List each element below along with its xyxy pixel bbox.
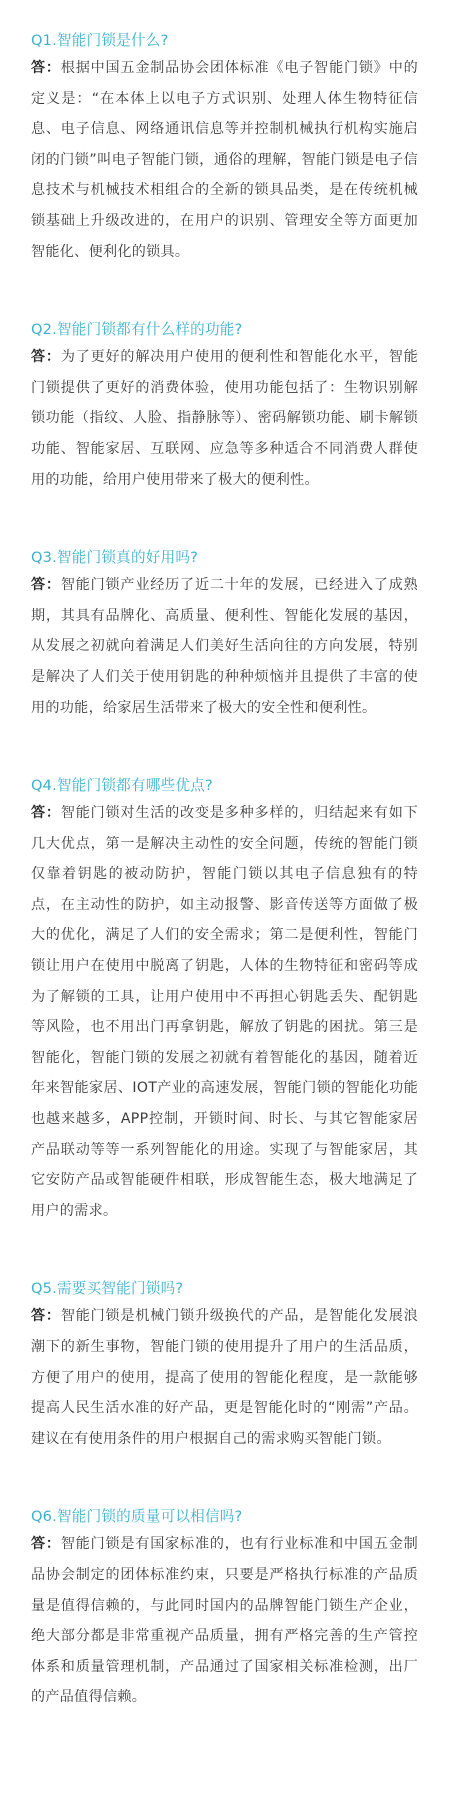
answer-paragraph [31,53,418,267]
answer-paragraph [31,798,418,1226]
answer-text: 智能门锁产业经历了近二十年的发展，已经进入了成熟期，其具有品牌化、高质量、便利性、智能化发展的基因，从发展之初就向着满足人们美好生活向往的方向发展，特别是解决了人们关于使用钥匙的种种烦恼并且提供了丰富的使用的功能，给家居生活带来了极大的安全性和便利性。 [31,577,418,716]
answer-label: 答： [31,349,61,366]
question-heading: Q1.智能门锁是什么? [31,32,169,49]
section-spacer [31,267,418,317]
faq-item-4 [31,773,418,1226]
answer-text: 根据中国五金制品协会团体标准《电子智能门锁》中的定义是：“在本体上以电子方式识别、处理人体生物特征信息、电子信息、网络通讯信息等并控制机械执行机构实施启闭的门锁”叫电子智能门锁，通俗的理解，智能门锁是电子信息技术与机械技术相组合的全新的锁具品类，是在传统机械锁基础上升级改进的，在用户的识别、管理安全等方面更加智能化、便利化的锁具。 [31,60,418,260]
answer-label: 答： [31,1308,61,1325]
question-heading: Q5.需要买智能门锁吗? [31,1280,184,1298]
answer-label: 答： [31,60,61,76]
section-spacer [31,495,418,545]
answer-paragraph [31,342,418,495]
answer-label: 答： [31,577,61,594]
answer-paragraph [31,1529,418,1713]
question-heading: Q6.智能门锁的质量可以相信吗? [31,1508,243,1526]
answer-text: 智能门锁是机械门锁升级换代的产品，是智能化发展浪潮下的新生事物，智能门锁的使用提升了用户的生活品质，方便了用户的使用，提高了使用的智能化程度，是一款能够提高人民生活水准的好产品，更是智能化时的“刚需”产品。建议在有使用条件的用户根据自己的需求购买智能门锁。 [31,1308,418,1447]
section-spacer [31,1454,418,1504]
question-heading: Q2.智能门锁都有什么样的功能? [31,321,243,339]
section-spacer [31,1226,418,1276]
answer-text: 为了更好的解决用户使用的便利性和智能化水平，智能门锁提供了更好的消费体验，使用功能包括了：生物识别解锁功能（指纹、人脸、指静脉等）、密码解锁功能、刷卡解锁功能、智能家居、互联网、应急等多种适合不同消费人群使用的功能，给用户使用带来了极大的便利性。 [31,349,418,488]
faq-item-2 [31,317,418,495]
faq-item-1 [31,28,418,267]
faq-item-6 [31,1504,418,1713]
answer-label: 答： [31,1536,61,1553]
answer-text: 智能门锁对生活的改变是多种多样的，归结起来有如下几大优点，第一是解决主动性的安全问题，传统的智能门锁仅靠着钥匙的被动防护，智能门锁以其电子信息独有的特点，在主动性的防护，如主动报警、影音传送等方面做了极大的优化，满足了人们的安全需求；第二是便利性，智能门锁让用户在使用中脱离了钥匙，人体的生物特征和密码等成为了解锁的工具，让用户使用中不再担心钥匙丢失、配钥匙等风险，也不用出门再拿钥匙，解放了钥匙的困扰。第三是智能化，智能门锁的发展之初就有着智能化的基因，随着近年来智能家居、IOT产业的高速发展，智能门锁的智能化功能也越来越多，APP控制，开锁时间、时长、与其它智能家居产品联动等等一系列智能化的用途。实现了与智能家居，其它安防产品或智能硬件相联，形成智能生态，极大地满足了用户的需求。 [31,805,418,1219]
faq-item-3 [31,545,418,723]
answer-text: 智能门锁是有国家标准的，也有行业标准和中国五金制品协会制定的团体标准约束，只要是严格执行标准的产品质量是值得信赖的，与此同时国内的品牌智能门锁生产企业，绝大部分都是非常重视产品质量，拥有严格完善的生产管控体系和质量管理机制，产品通过了国家相关标准检测，出厂的产品值得信赖。 [31,1536,418,1706]
faq-item-5 [31,1276,418,1454]
answer-paragraph [31,570,418,723]
question-heading: Q4.智能门锁都有哪些优点? [31,777,213,795]
answer-label: 答： [31,805,61,822]
section-spacer [31,723,418,773]
answer-paragraph [31,1301,418,1454]
question-heading: Q3.智能门锁真的好用吗? [31,549,199,567]
